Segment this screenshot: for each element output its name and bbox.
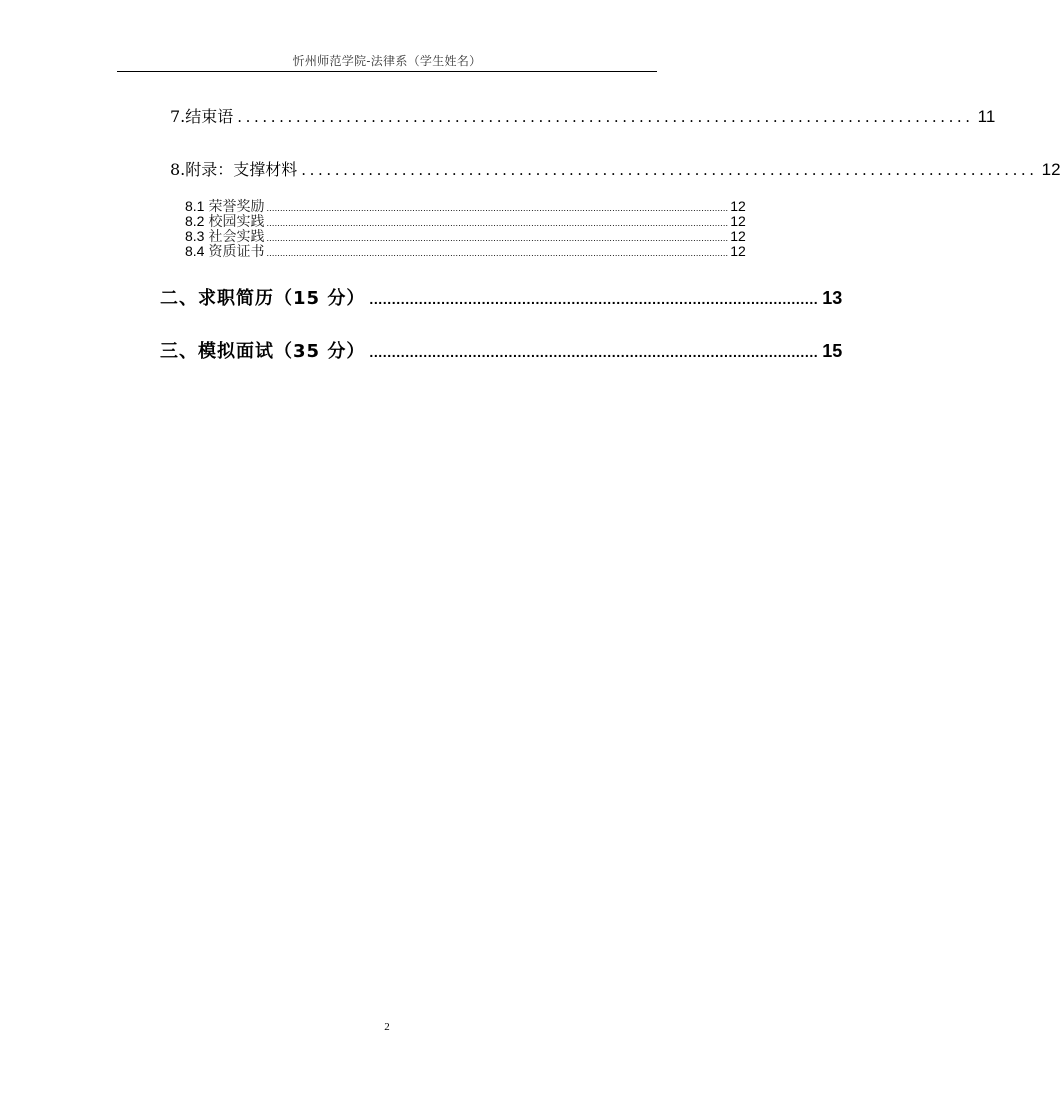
toc-entry-resume[interactable] — [160, 284, 843, 310]
toc-page-number: 13 — [822, 288, 843, 308]
toc-page-number: 12 — [730, 243, 746, 259]
dot-leader: .................................................................................................... — [369, 344, 819, 360]
running-header: 忻州师范学院-法律系（学生姓名） — [292, 54, 482, 68]
toc-entry-conclusion[interactable] — [170, 104, 996, 127]
toc-section-number: 8.1 — [185, 198, 205, 214]
toc-entry-label: 7.结束语 — [170, 107, 234, 126]
dot-leader: .................................................................................................... — [369, 291, 819, 307]
toc-entry-label: 社会实践 — [208, 229, 265, 245]
toc-entry-label: 三、模拟面试（35 分） — [160, 341, 366, 362]
page-number: 2 — [384, 1021, 390, 1033]
toc-entry-mock-interview[interactable] — [160, 337, 843, 363]
toc-page-number: 12 — [1041, 160, 1061, 179]
toc-section-number: 8.2 — [185, 213, 205, 229]
toc-page-number: 12 — [730, 198, 746, 214]
toc-page-number: 12 — [730, 213, 746, 229]
dot-leader: ........................................................................................ — [301, 161, 1038, 179]
toc-page-number: 11 — [977, 107, 996, 126]
toc-entry-appendix[interactable] — [170, 157, 1061, 180]
dot-leader: ........................................................................................................................................................................... — [266, 218, 729, 228]
toc-entry-label: 荣誉奖励 — [208, 199, 265, 215]
dot-leader: ........................................................................................ — [237, 108, 974, 126]
toc-entry-label: 资质证书 — [208, 244, 265, 260]
dot-leader: ........................................................................................................................................................................... — [266, 233, 729, 243]
header-rule — [117, 71, 657, 72]
toc-entry-label: 8.附录：支撑材料 — [170, 160, 298, 179]
dot-leader: ........................................................................................................................................................................... — [266, 203, 729, 213]
toc-section-number: 8.4 — [185, 243, 205, 259]
toc-page-number: 15 — [822, 341, 843, 361]
toc-section-number: 8.3 — [185, 228, 205, 244]
toc-page-number: 12 — [730, 228, 746, 244]
dot-leader: ........................................................................................................................................................................... — [266, 248, 729, 258]
toc-entry-label: 二、求职简历（15 分） — [160, 288, 366, 309]
toc-entry-label: 校园实践 — [208, 214, 265, 230]
toc-entry-certificates[interactable] — [185, 243, 746, 261]
